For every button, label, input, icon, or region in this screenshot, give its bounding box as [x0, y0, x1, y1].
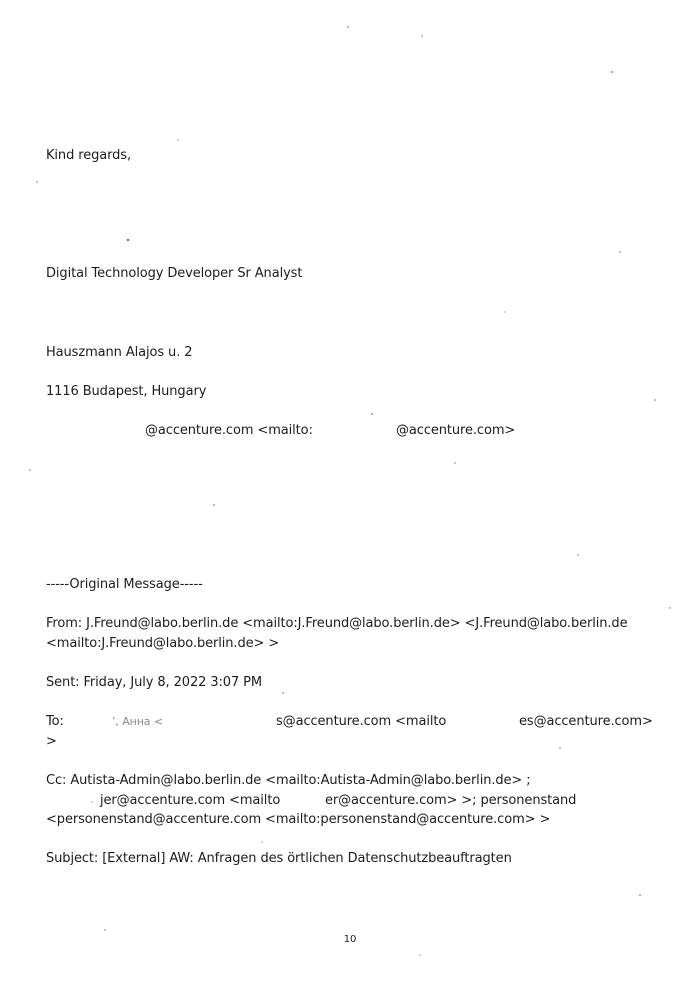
cc-line-3: <personenstand@accenture.com <mailto:personenstand@accenture.com> > — [46, 812, 551, 827]
to-fragment-redacted: ’, Анна < — [112, 715, 163, 728]
page-number: 10 — [343, 934, 357, 945]
address-line-street: Hauszmann Alajos u. 2 — [46, 345, 193, 360]
cc-fragment-email: jer@accenture.com <mailto — [100, 793, 281, 808]
cc-line-1: Cc: Autista-Admin@labo.berlin.de <mailto:Autista-Admin@labo.berlin.de> ; — [46, 773, 531, 788]
cc-fragment-email-link: er@accenture.com> >; personenstand — [325, 793, 577, 808]
to-fragment-email: s@accenture.com <mailto — [276, 714, 447, 729]
original-message-separator: -----Original Message----- — [46, 577, 203, 592]
to-label: To: — [46, 714, 64, 729]
closing-line: Kind regards, — [46, 148, 132, 163]
to-line-2: > — [46, 734, 57, 749]
email-display: @accenture.com <mailto: — [145, 423, 313, 438]
address-line-city: 1116 Budapest, Hungary — [46, 384, 207, 399]
from-line-1: From: J.Freund@labo.berlin.de <mailto:J.Freund@labo.berlin.de> <J.Freund@labo.berlin.de — [46, 616, 628, 631]
sent-line: Sent: Friday, July 8, 2022 3:07 PM — [46, 675, 263, 690]
email-link: @accenture.com> — [396, 423, 516, 438]
from-line-2: <mailto:J.Freund@labo.berlin.de> > — [46, 636, 280, 651]
job-title: Digital Technology Developer Sr Analyst — [46, 266, 303, 281]
subject-line: Subject: [External] AW: Anfragen des örtlichen Datenschutzbeauftragten — [46, 851, 512, 866]
to-fragment-email-link: es@accenture.com> — [519, 714, 653, 729]
